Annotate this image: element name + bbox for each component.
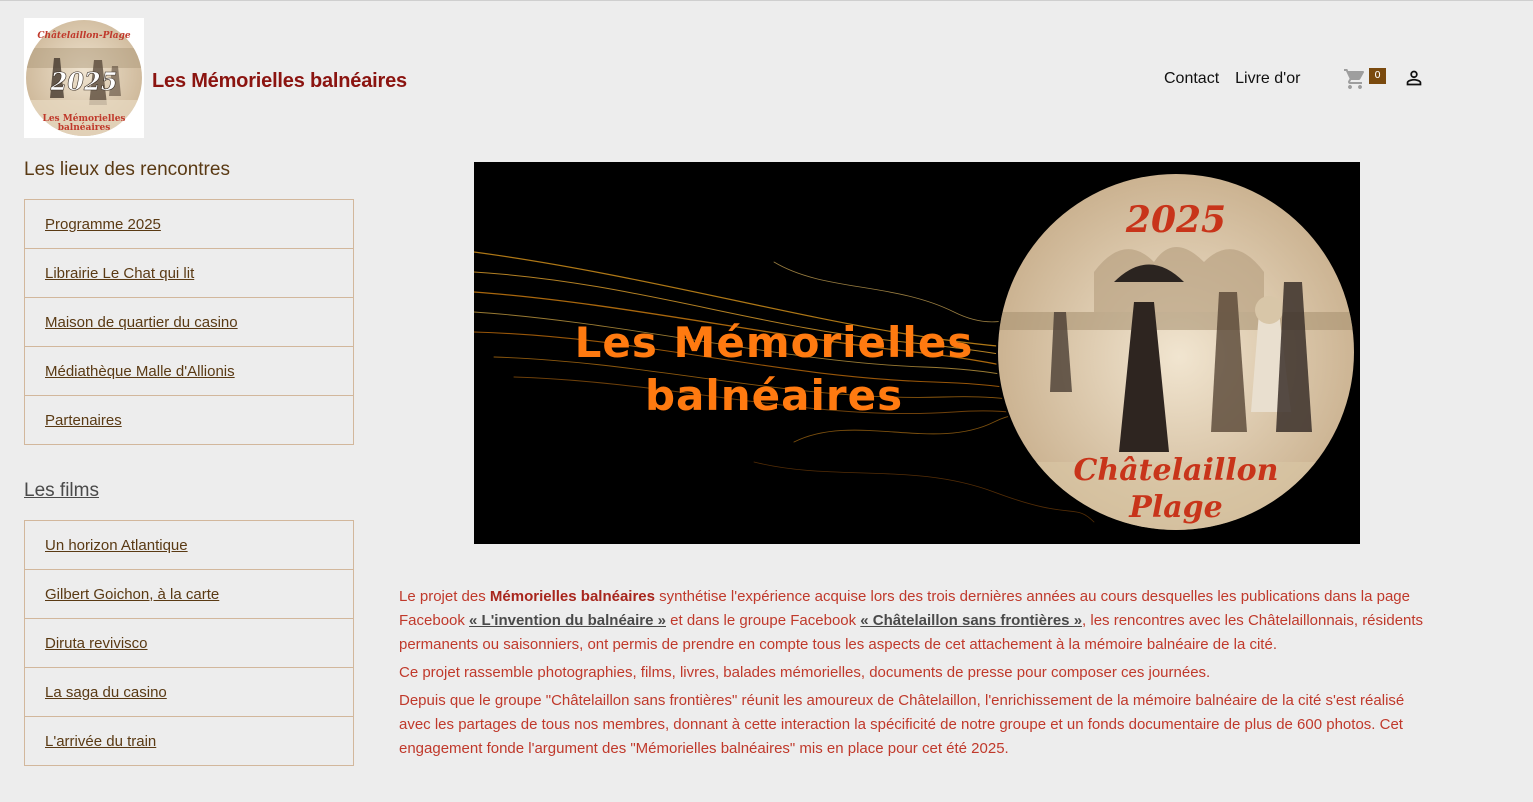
text-span: et dans le groupe Facebook: [666, 612, 861, 629]
intro-text: [399, 585, 1439, 765]
cart-icon[interactable]: [1342, 67, 1368, 91]
sidebar-item-goichon: [25, 570, 353, 619]
sidebar-link[interactable]: Partenaires: [45, 411, 122, 429]
sidebar-link[interactable]: Librairie Le Chat qui lit: [45, 264, 195, 282]
sidebar-link[interactable]: La saga du casino: [45, 683, 167, 701]
logo-year: 2025: [50, 67, 118, 96]
link-chatelaillon-sans-frontieres[interactable]: « Châtelaillon sans frontières »: [860, 612, 1083, 629]
intro-paragraph-3: Depuis que le groupe "Châtelaillon sans frontières" réunit les amoureux de Châtelaillon, l'enrichissement de la mémoire balnéaire de la cité s'est réalisé avec les partages de tous nos membres, donnant à cette interaction la spécificité de notre groupe et un fonds documentaire de plus de 600 photos. Cet engagement fonde l'argument des "Mémorielles balnéaires" mis en place pour cet été 2025.: [399, 692, 1405, 757]
sidebar-link[interactable]: L'arrivée du train: [45, 732, 157, 750]
text-span: , les rencontres avec les Châtelaillonnais, résidents permanents ou saisonniers, ont permis de prendre en compte tous les aspects de cet attachement à la mémoire balnéaire de la cité.: [399, 612, 1424, 653]
nav-contact[interactable]: Contact: [1164, 70, 1220, 87]
sidebar-item-horizon: [25, 521, 353, 570]
sidebar-item-casino: [25, 668, 353, 717]
logo-graphic: [24, 18, 144, 138]
logo-bottom-text-1: Les Mémorielles: [42, 114, 126, 124]
intro-paragraph-1: [399, 585, 1439, 657]
nav-livre-dor[interactable]: Livre d'or: [1235, 70, 1301, 87]
sidebar-item-mediatheque: [25, 347, 353, 396]
site-logo[interactable]: [24, 18, 144, 138]
banner-place-line1: Châtelaillon: [1073, 453, 1279, 488]
link-invention-balneaire[interactable]: « L'invention du balnéaire »: [469, 612, 666, 629]
sidebar-link[interactable]: Programme 2025: [45, 215, 161, 233]
sidebar-link[interactable]: Un horizon Atlantique: [45, 536, 188, 554]
sidebar-item-programme: [25, 200, 353, 249]
sidebar-item-train: [25, 717, 353, 765]
site-title[interactable]: Les Mémorielles balnéaires: [152, 70, 407, 92]
intro-paragraph-2: Ce projet rassemble photographies, films, livres, balades mémorielles, documents de presse pour composer ces journées.: [399, 664, 1211, 681]
sidebar-link[interactable]: Gilbert Goichon, à la carte: [45, 585, 220, 603]
banner-title-line2: balnéaires: [644, 371, 904, 420]
sidebar-heading-lieux: Les lieux des rencontres: [24, 159, 230, 180]
sidebar-list-films: [24, 520, 354, 766]
sidebar-item-partenaires: [25, 396, 353, 444]
sidebar-list-lieux: [24, 199, 354, 445]
sidebar-link[interactable]: Médiathèque Malle d'Allionis: [45, 362, 235, 380]
logo-bottom-text-2: balnéaires: [57, 123, 111, 133]
text-span: synthétise l'expérience acquise lors des trois dernières années au cours desquelles les publications dans la page Facebook: [399, 588, 1410, 629]
banner-year: 2025: [1125, 199, 1227, 241]
banner-place-line2: Plage: [1129, 490, 1223, 525]
sidebar-heading-films[interactable]: Les films: [24, 480, 99, 501]
top-nav: [1164, 70, 1300, 88]
hero-banner: [474, 162, 1360, 544]
logo-top-text: Châtelaillon-Plage: [37, 31, 131, 41]
cart-count-badge: 0: [1369, 68, 1386, 84]
banner-graphic: [474, 162, 1360, 544]
sidebar-link[interactable]: Diruta revivisco: [45, 634, 148, 652]
user-icon[interactable]: [1403, 67, 1425, 89]
sidebar-item-librairie: [25, 249, 353, 298]
text-span: Le projet des: [399, 588, 490, 605]
sidebar-item-maison: [25, 298, 353, 347]
project-name: Mémorielles balnéaires: [489, 588, 655, 605]
sidebar-item-diruta: [25, 619, 353, 668]
banner-title-line1: Les Mémorielles: [574, 318, 974, 367]
sidebar-link[interactable]: Maison de quartier du casino: [45, 313, 238, 331]
